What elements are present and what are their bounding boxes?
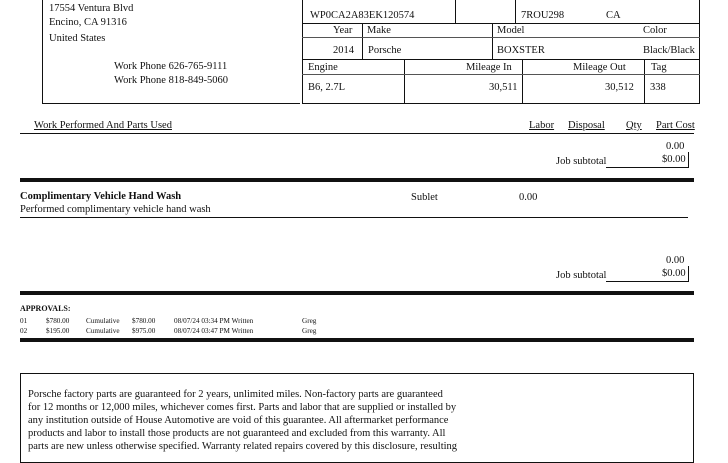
- approval-datetime: 08/07/24 03:34 PM Written: [174, 317, 254, 325]
- approval-by: Greg: [302, 317, 317, 325]
- grid-right-border: [699, 0, 700, 104]
- warranty-line: any institution outside of House Automotive are void of this guarantee. All aftermarket performance: [28, 415, 449, 426]
- grid-vline-r3c: [644, 59, 645, 104]
- job2-subtotal-underline: [606, 281, 688, 282]
- job2-type: Sublet: [411, 192, 438, 203]
- work-header-rule: [20, 133, 694, 134]
- approval-by: Greg: [302, 327, 317, 335]
- vehicle-make: Porsche: [368, 45, 402, 56]
- column-disposal: Disposal: [568, 120, 605, 131]
- grid-vline-r2a: [362, 23, 363, 60]
- job2-amount: 0.00: [666, 255, 685, 266]
- job2-description: Performed complimentary vehicle hand wash: [20, 204, 211, 215]
- vehicle-plate: 7ROU298: [521, 10, 565, 21]
- warranty-line: parts are new unless otherwise specified. Warranty related repairs covered by this disclosure, resulting: [28, 441, 458, 452]
- job1-subtotal-bracket: [688, 152, 689, 168]
- vehicle-model: BOXSTER: [497, 45, 545, 56]
- approval-amount: $780.00: [46, 317, 70, 325]
- vehicle-year: 2014: [333, 45, 354, 56]
- customer-address-line1: 17554 Ventura Blvd: [49, 3, 134, 14]
- grid-vline-r3b: [522, 59, 523, 104]
- warranty-text: [28, 388, 688, 453]
- job2-subtotal-label: Job subtotal: [556, 270, 607, 281]
- warranty-line: products and labor to install those products are not guaranteed and excluded from this warranty. All: [28, 428, 446, 439]
- customer-country: United States: [49, 33, 106, 44]
- work-performed-title: Work Performed And Parts Used: [34, 120, 172, 131]
- job1-subtotal-underline: [606, 167, 688, 168]
- warranty-line: Porsche factory parts are guaranteed for 2 years, unlimited miles. Non-factory parts are guaranteed: [28, 389, 443, 400]
- label-tag: Tag: [651, 62, 667, 73]
- approvals-separator: [20, 338, 694, 342]
- job2-labor: 0.00: [519, 192, 538, 203]
- vehicle-vin: WP0CA2A83EK120574: [310, 10, 415, 21]
- approvals-title: APPROVALS:: [20, 304, 71, 313]
- approval-datetime: 08/07/24 03:47 PM Written: [174, 327, 254, 335]
- approval-cumulative: $780.00: [132, 317, 156, 325]
- job2-desc-rule: [20, 217, 688, 218]
- customer-work-phone-1: Work Phone 626-765-9111: [114, 61, 228, 72]
- label-mileage-out: Mileage Out: [573, 62, 626, 73]
- vehicle-state: CA: [606, 10, 621, 21]
- approval-num: 02: [20, 327, 28, 335]
- label-color: Color: [643, 25, 667, 36]
- column-labor: Labor: [529, 120, 555, 131]
- approval-num: 01: [20, 317, 28, 325]
- approval-amount: $195.00: [46, 327, 70, 335]
- job1-amount: 0.00: [666, 141, 685, 152]
- customer-address-line2: Encino, CA 91316: [49, 17, 127, 28]
- job1-subtotal: $0.00: [662, 154, 686, 165]
- warranty-line: for 12 months or 12,000 miles, whichever comes first. Parts and labor that are supplied or installed by: [28, 402, 457, 413]
- vehicle-engine: B6, 2.7L: [308, 82, 346, 93]
- grid-hline-3: [302, 103, 700, 104]
- column-qty: Qty: [626, 120, 642, 131]
- approval-kind: Cumulative: [86, 327, 120, 335]
- customer-box-bottom-border: [42, 103, 300, 104]
- customer-box-left-border: [42, 0, 43, 104]
- approval-cumulative: $975.00: [132, 327, 156, 335]
- grid-vline-r1b: [515, 0, 516, 24]
- job2-title: Complimentary Vehicle Hand Wash: [20, 191, 182, 202]
- vehicle-color: Black/Black: [643, 45, 695, 56]
- label-make: Make: [367, 25, 391, 36]
- job1-subtotal-label: Job subtotal: [556, 156, 607, 167]
- job2-separator: [20, 291, 694, 295]
- job2-subtotal: $0.00: [662, 268, 686, 279]
- job2-subtotal-bracket: [688, 266, 689, 282]
- grid-label-sep-1: [302, 37, 700, 38]
- label-mileage-in: Mileage In: [466, 62, 512, 73]
- grid-vline-r3a: [404, 59, 405, 104]
- grid-label-sep-2: [302, 74, 700, 75]
- vehicle-tag: 338: [650, 82, 666, 93]
- approval-kind: Cumulative: [86, 317, 120, 325]
- job1-separator: [20, 178, 694, 182]
- label-year: Year: [333, 25, 353, 36]
- label-model: Model: [497, 25, 525, 36]
- grid-vline-r1a: [455, 0, 456, 24]
- customer-work-phone-2: Work Phone 818-849-5060: [114, 75, 229, 86]
- column-part-cost: Part Cost: [656, 120, 695, 131]
- label-engine: Engine: [308, 62, 338, 73]
- grid-left-border: [302, 0, 303, 104]
- grid-vline-r2b: [492, 23, 493, 60]
- vehicle-mileage-out: 30,512: [605, 82, 634, 93]
- vehicle-mileage-in: 30,511: [489, 82, 518, 93]
